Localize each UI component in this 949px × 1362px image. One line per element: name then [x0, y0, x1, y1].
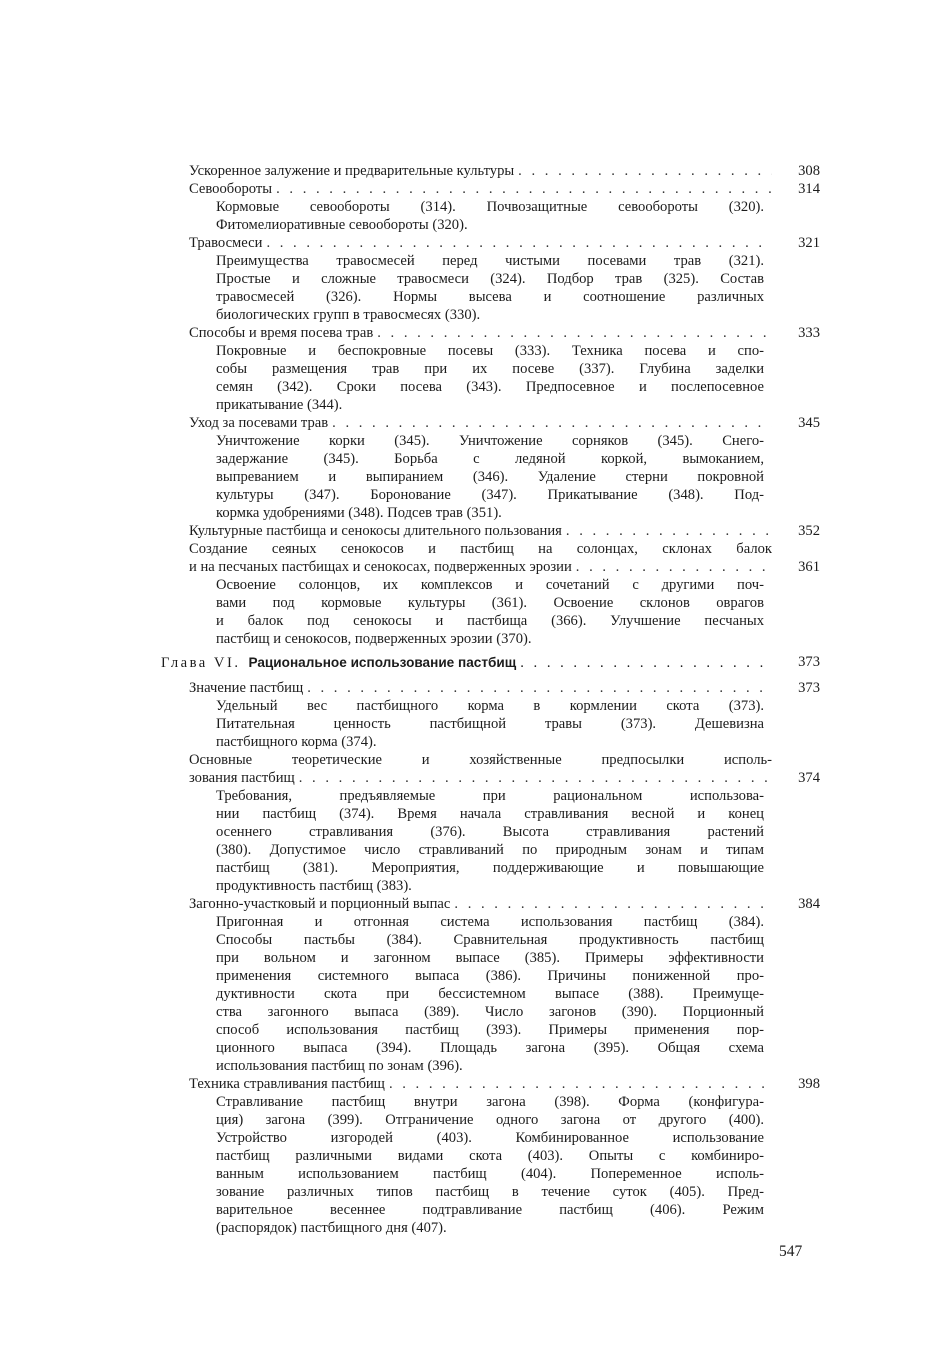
toc-subtopic-line: Пригонная и отгонная система использования пастбищ (384). [216, 914, 764, 930]
toc-subtopic-line: (распорядок) пастбищного дня (407). [216, 1220, 447, 1236]
toc-page-number: 384 [798, 896, 820, 912]
toc-entry-title: Травосмеси [189, 235, 263, 251]
toc-entry-title: Уход за посевами трав [189, 415, 329, 431]
toc-entry-title: Загонно-участковый и порционный выпас [189, 896, 451, 912]
toc-subtopic-line: Питательная ценность пастбищной травы (373). Дешевизна [216, 716, 764, 732]
toc-page-number: 352 [798, 523, 820, 539]
chapter-heading [161, 654, 772, 672]
toc-subtopic-line: семян (342). Сроки посева (343). Предпосевное и послепосевное [216, 379, 764, 395]
toc-entry-title: Техника стравливания пастбищ [189, 1076, 385, 1092]
toc-entry-title: Севообороты [189, 181, 273, 197]
toc-subtopic-line: прикатывание (344). [216, 397, 343, 413]
page-number-footer: 547 [779, 1243, 803, 1260]
toc-subtopic-line: Преимущества травосмесей перед чистыми посевами трав (321). [216, 253, 764, 269]
toc-subtopic-line: культуры (347). Боронование (347). Прикатывание (348). Под- [216, 487, 764, 503]
dot-leader [389, 1076, 772, 1094]
toc-subtopic-line: Способы пастьбы (384). Сравнительная продуктивность пастбищ [216, 932, 764, 948]
dot-leader [332, 415, 772, 433]
toc-entry [189, 235, 772, 253]
toc-entry [189, 680, 772, 698]
toc-subtopic-line: Покровные и беспокровные посевы (333). Техника посева и спо- [216, 343, 764, 359]
toc-subtopic-line: Освоение солонцов, их комплексов и сочетаний с другими поч- [216, 577, 764, 593]
toc-subtopic-line: Удельный вес пастбищного корма в кормлении скота (373). [216, 698, 764, 714]
toc-subtopic-line: Требования, предъявляемые при рациональном использова- [216, 788, 764, 804]
toc-subtopic-line: Фитомелиоративные севообороты (320). [216, 217, 468, 233]
toc-entry [189, 896, 772, 914]
toc-entry-title-line1: Создание сеяных сенокосов и пастбищ на солонцах, склонах балок [189, 541, 772, 557]
toc-entry [189, 181, 772, 199]
toc-subtopic-line: (380). Допустимое число стравливаний по природным зонам и типам [216, 842, 764, 858]
dot-leader [276, 181, 772, 199]
toc-entry-title: Значение пастбищ [189, 680, 304, 696]
toc-subtopic-line: применения системного выпаса (386). Причины пониженной про- [216, 968, 764, 984]
toc-subtopic-line: пастбищ (381). Мероприятия, поддерживающие и повышающие [216, 860, 764, 876]
toc-entry [189, 523, 772, 541]
toc-subtopic-line: пастбищного корма (374). [216, 734, 377, 750]
toc-subtopic-line: ства загонного выпаса (389). Число загонов (390). Порционный [216, 1004, 764, 1020]
toc-entry [189, 1076, 772, 1094]
toc-page-number: 374 [798, 770, 820, 786]
toc-entry-title: Ускоренное залужение и предварительные культуры [189, 163, 515, 179]
toc-subtopic-line: Уничтожение корки (345). Уничтожение сорняков (345). Снего- [216, 433, 764, 449]
toc-page-number: 398 [798, 1076, 820, 1092]
toc-subtopic-line: ция) загона (399). Отграничение одного загона от другого (400). [216, 1112, 764, 1128]
toc-subtopic-line: задержание (345). Борьба с ледяной коркой, вымоканием, [216, 451, 764, 467]
toc-subtopic-line: биологических групп в травосмесях (330). [216, 307, 481, 323]
toc-subtopic-line: выпреванием и выпиранием (346). Удаление стерни покровной [216, 469, 764, 485]
toc-subtopic-line: пастбищ и сенокосов, подверженных эрозии (370). [216, 631, 532, 647]
dot-leader [454, 896, 772, 914]
toc-subtopic-line: Стравливание пастбищ внутри загона (398). Форма (конфигура- [216, 1094, 764, 1110]
toc-subtopic-line: Устройство изгородей (403). Комбинированное использование [216, 1130, 764, 1146]
dot-leader [299, 770, 772, 788]
toc-subtopic-line: продуктивность пастбищ (383). [216, 878, 412, 894]
toc-page-number: 321 [798, 235, 820, 251]
toc-entry-title: и на песчаных пастбищах и сенокосах, подверженных эрозии [189, 559, 572, 575]
toc-subtopic-line: варительное весеннее подтравливание пастбищ (406). Режим [216, 1202, 764, 1218]
dot-leader [266, 235, 772, 253]
toc-page-number: 314 [798, 181, 820, 197]
toc-subtopic-line: зование различных типов пастбищ в течение суток (405). Пред- [216, 1184, 764, 1200]
toc-subtopic-line: дуктивности скота при бессистемном выпасе (388). Преимуще- [216, 986, 764, 1002]
toc-subtopic-line: использования пастбищ по зонам (396). [216, 1058, 463, 1074]
toc-entry [189, 325, 772, 343]
dot-leader [307, 680, 772, 698]
toc-subtopic-line: Простые и сложные травосмеси (324). Подбор трав (325). Состав [216, 271, 764, 287]
dot-leader [520, 655, 772, 673]
toc-subtopic-line: пастбищ различными видами скота (403). Опыты с комбиниро- [216, 1148, 764, 1164]
toc-page-number: 333 [798, 325, 820, 341]
toc-page-number: 308 [798, 163, 820, 179]
toc-subtopic-line: нии пастбищ (374). Время начала стравливания весной и конец [216, 806, 764, 822]
toc-entry [189, 770, 772, 788]
dot-leader [518, 163, 772, 181]
toc-subtopic-line: способ использования пастбищ (393). Примеры применения пор- [216, 1022, 764, 1038]
dot-leader [566, 523, 772, 541]
toc-page-number: 361 [798, 559, 820, 575]
toc-subtopic-line: ванным использованием пастбищ (404). Попеременное исполь- [216, 1166, 764, 1182]
chapter-label: Глава VI. [161, 655, 241, 671]
toc-subtopic-line: осеннего стравливания (376). Высота стравливания растений [216, 824, 764, 840]
dot-leader [576, 559, 772, 577]
dot-leader [377, 325, 772, 343]
toc-subtopic-line: кормка удобрениями (348). Подсев трав (351). [216, 505, 502, 521]
toc-entry [189, 559, 772, 577]
toc-subtopic-line: собы размещения трав при их посеве (337). Глубина заделки [216, 361, 764, 377]
toc-subtopic-line: и балок под сенокосы и пастбища (366). Улучшение песчаных [216, 613, 764, 629]
toc-subtopic-line: вами под кормовые культуры (361). Освоение склонов оврагов [216, 595, 764, 611]
toc-entry-title: Способы и время посева трав [189, 325, 374, 341]
toc-page-number: 345 [798, 415, 820, 431]
chapter-page-number: 373 [798, 654, 820, 670]
toc-subtopic-line: травосмесей (326). Нормы высева и соотношение различных [216, 289, 764, 305]
toc-entry [189, 415, 772, 433]
toc-entry-title-line1: Основные теоретические и хозяйственные предпосылки исполь- [189, 752, 772, 768]
chapter-title: Рациональное использование пастбищ [248, 655, 517, 670]
toc-entry [189, 163, 772, 181]
toc-subtopic-line: при вольном и загонном выпасе (385). Примеры эффективности [216, 950, 764, 966]
toc-page-number: 373 [798, 680, 820, 696]
toc-subtopic-line: Кормовые севообороты (314). Почвозащитные севообороты (320). [216, 199, 764, 215]
toc-subtopic-line: ционного выпаса (394). Площадь загона (395). Общая схема [216, 1040, 764, 1056]
toc-entry-title: Культурные пастбища и сенокосы длительного пользования [189, 523, 562, 539]
toc-entry-title: зования пастбищ [189, 770, 295, 786]
